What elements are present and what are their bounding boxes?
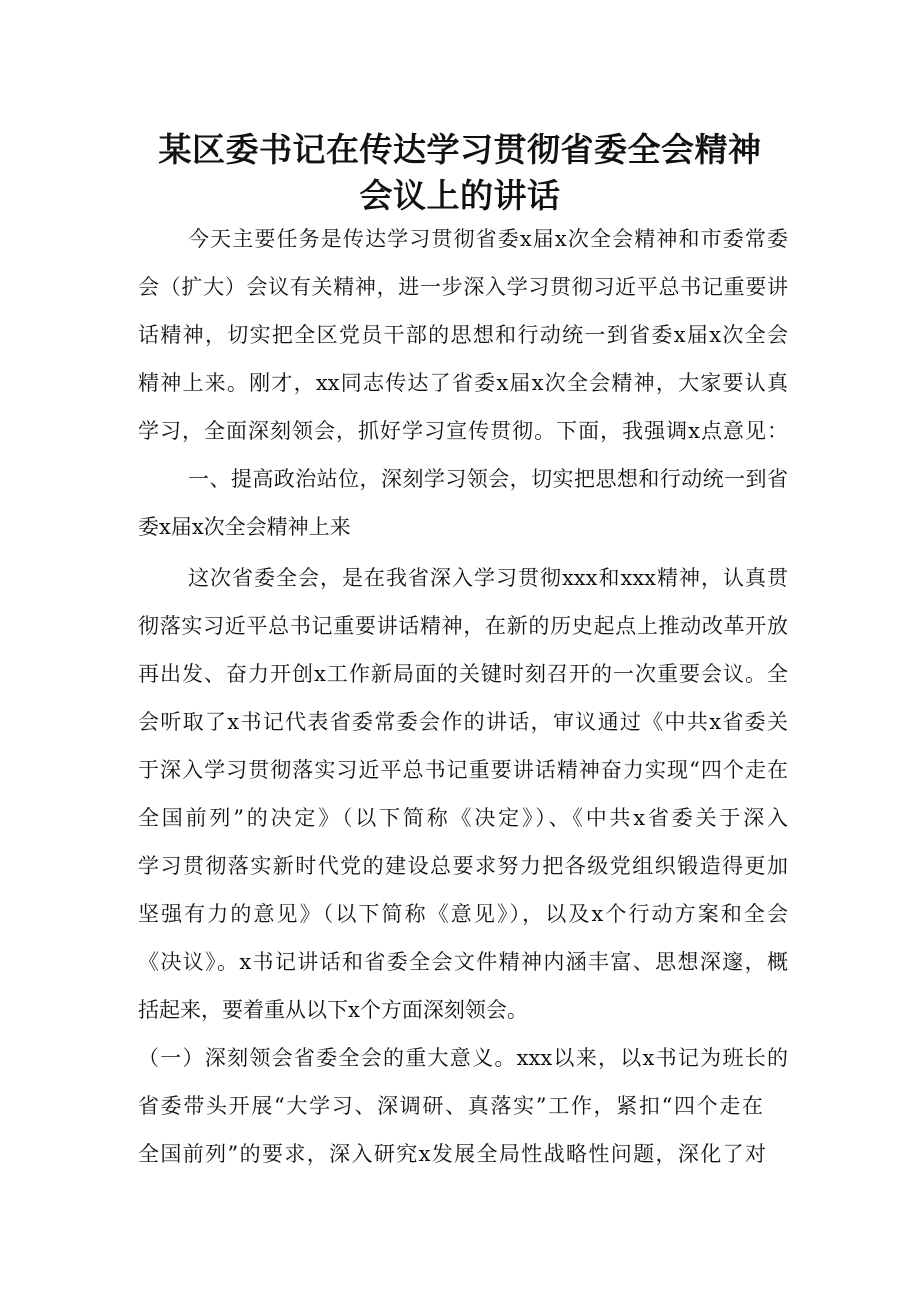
body-line: 话精神，切实把全区党员干部的思想和行动统一到省委x届x次全会 (138, 323, 788, 347)
body-line: 省委带头开展“大学习、深调研、真落实”工作，紧扣“四个走在 (138, 1094, 763, 1118)
body-line: 彻落实习近平总书记重要讲话精神，在新的历史起点上推动改革开放 (138, 614, 788, 638)
body-line: 括起来，要着重从以下x个方面深刻领会。 (138, 998, 528, 1022)
section-heading-line: 委x届x次全会精神上来 (138, 515, 351, 539)
body-line: 今天主要任务是传达学习贯彻省委x届x次全会精神和市委常委 (188, 227, 788, 251)
body-line: 会（扩大）会议有关精神，进一步深入学习贯彻习近平总书记重要讲 (138, 275, 788, 299)
document-title-line-2: 会议上的讲话 (359, 176, 561, 215)
body-line: 全国前列”的要求，深入研究x发展全局性战略性问题，深化了对 (138, 1142, 766, 1166)
subsection-line: （一）深刻领会省委全会的重大意义。xxx以来，以x书记为班长的 (138, 1046, 788, 1070)
body-line: 这次省委全会，是在我省深入学习贯彻xxx和xxx精神，认真贯 (188, 566, 788, 590)
body-line: 《决议》。x书记讲话和省委全会文件精神内涵丰富、思想深邃，概 (138, 950, 788, 974)
section-heading-line: 一、提高政治站位，深刻学习领会，切实把思想和行动统一到省 (188, 467, 788, 491)
body-line: 坚强有力的意见》（以下简称《意见》），以及x个行动方案和全会 (138, 902, 788, 926)
body-line: 学习贯彻落实新时代党的建设总要求努力把各级党组织锻造得更加 (138, 854, 788, 878)
body-line: 全国前列”的决定》（以下简称《决定》）、《中共x省委关于深入 (138, 806, 788, 830)
body-line: 于深入学习贯彻落实习近平总书记重要讲话精神奋力实现“四个走在 (138, 758, 788, 782)
body-line: 会听取了x书记代表省委常委会作的讲话，审议通过《中共x省委关 (138, 710, 788, 734)
document-title-line-1: 某区委书记在传达学习贯彻省委全会精神 (158, 130, 762, 169)
body-line: 学习，全面深刻领会，抓好学习宣传贯彻。下面，我强调x点意见： (138, 419, 788, 443)
body-line: 再出发、奋力开创x工作新局面的关键时刻召开的一次重要会议。全 (138, 662, 788, 686)
body-line: 精神上来。刚才，xx同志传达了省委x届x次全会精神，大家要认真 (138, 371, 788, 395)
